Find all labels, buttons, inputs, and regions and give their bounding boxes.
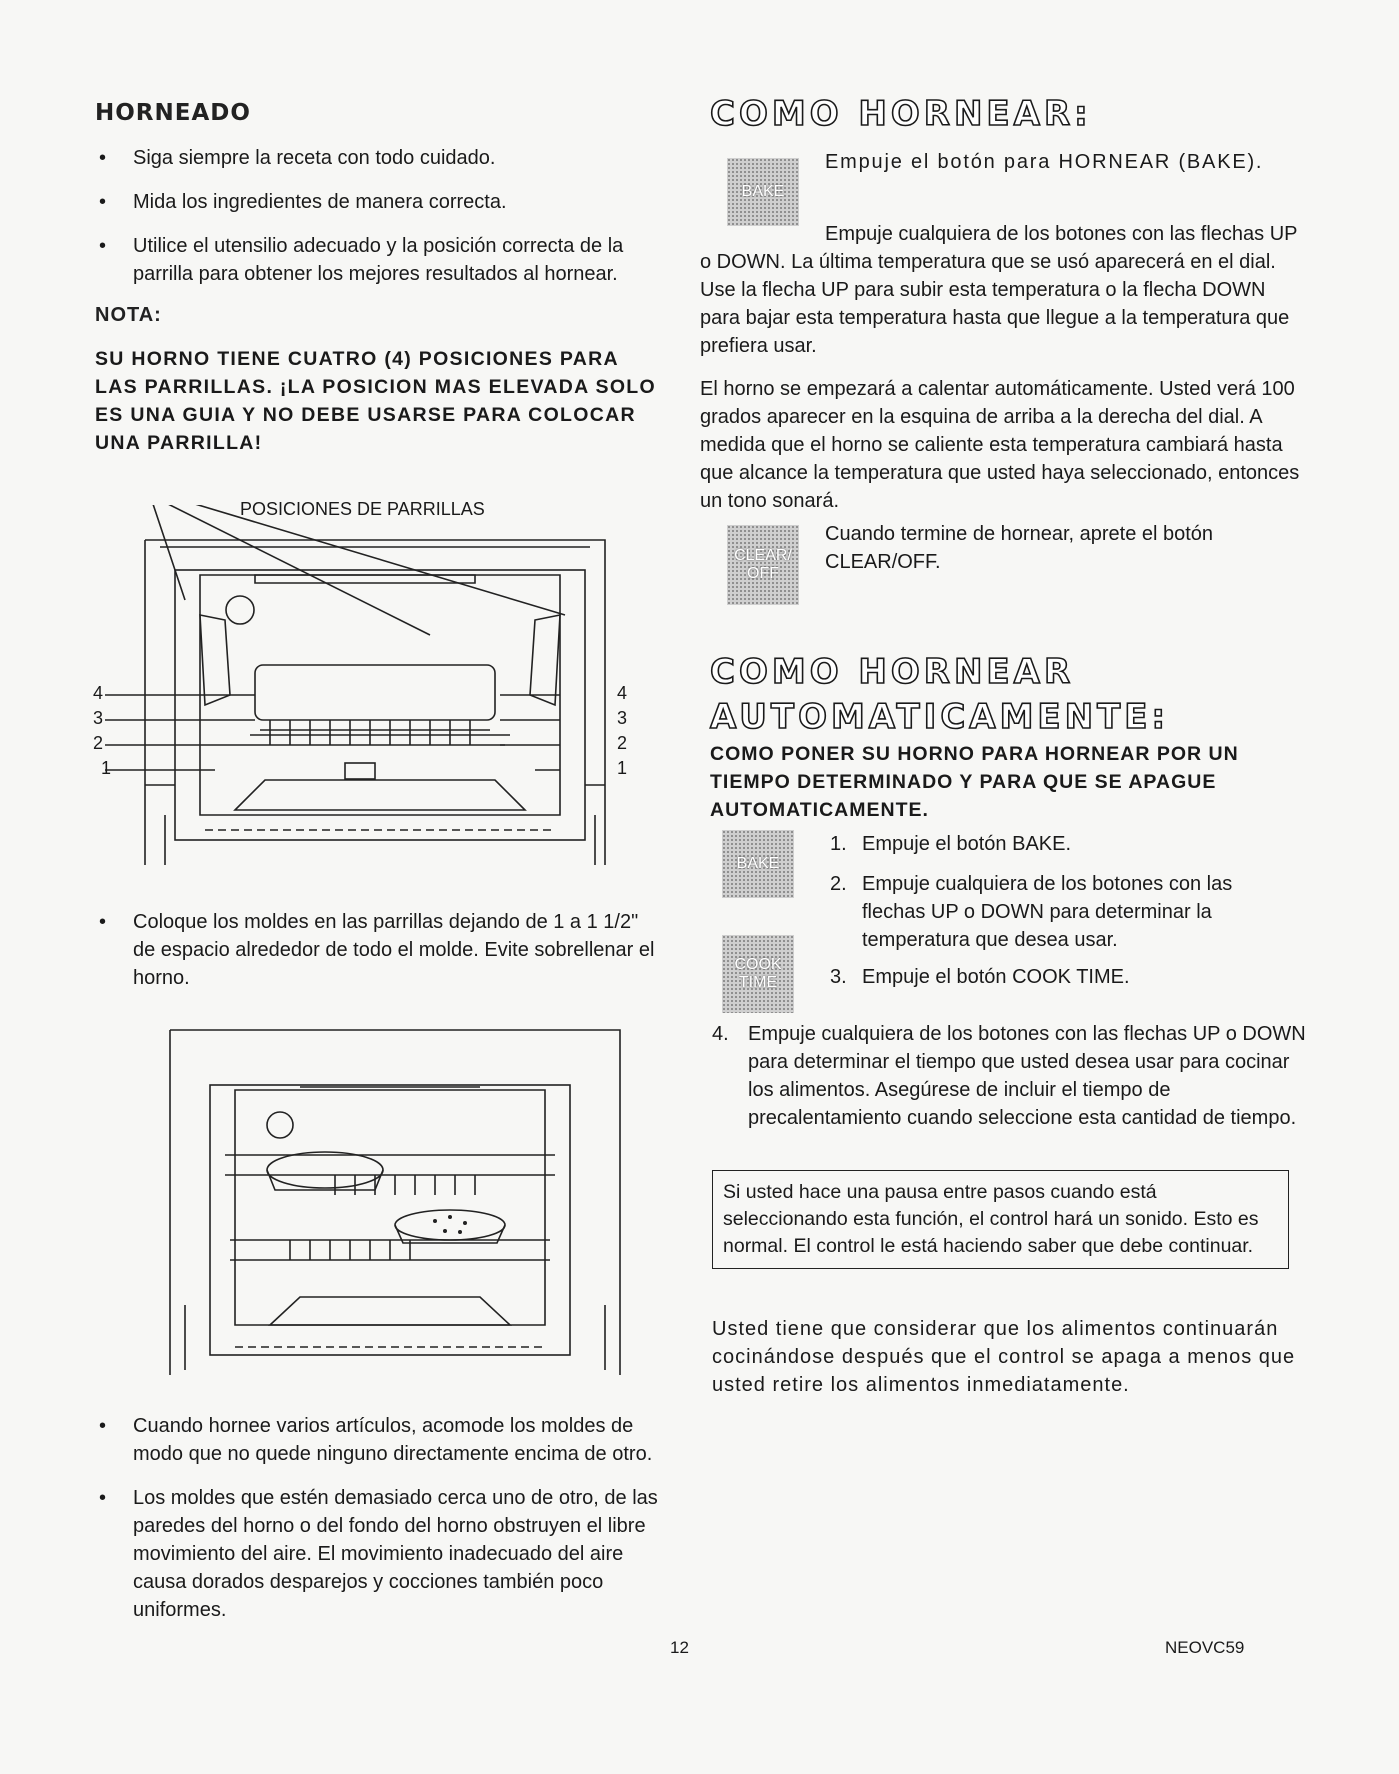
step-1: Empuje el botón para HORNEAR (BAKE). (825, 151, 1264, 173)
rack-number-2: 2 (93, 733, 104, 753)
oven-rack-diagram (105, 505, 628, 880)
rack-number-3: 3 (93, 708, 104, 728)
figure-caption: POSICIONES DE PARRILLAS (240, 499, 485, 519)
rack-number-3-right: 3 (617, 708, 628, 728)
model-number: NEOVC59 (1165, 1638, 1245, 1657)
figure-rack-positions (93, 499, 628, 880)
auto-subheading: COMO PONER SU HORNO PARA HORNEAR POR UN TIEMPO DETERMINADO Y PARA QUE SE APAGUE AUTOMATICAMENTE. (710, 743, 1239, 821)
heading-automaticamente: AUTOMATICAMENTE: (710, 697, 1170, 737)
auto-step-4: 4. Empuje cualquiera de los botones con las flechas UP o DOWN para determinar el tiempo que usted desea usar para cocinar los alimentos. Asegúrese de incluir el tiempo de precalentamiento cuando seleccione esta cantidad de tiempo. (712, 1023, 1306, 1129)
final-paragraph: Usted tiene que considerar que los alimentos continuarán cocinándose después que el control se apaga a menos que usted retire los alimentos inmediatamente. (712, 1318, 1296, 1396)
step-2: Empuje cualquiera de los botones con las flechas UP o DOWN. La última temperatura que se usó aparecerá en el dial. Use la flecha UP para subir esta temperatura o la flecha DOWN para bajar esta temperatura hasta que llegue a la temperatura que prefiera usar. (700, 223, 1298, 357)
note-box: Si usted hace una pausa entre pasos cuando está seleccionando esta función, el control hará un sonido. Esto es normal. El control le está haciendo saber que debe continuar. (712, 1170, 1289, 1269)
bake-pad-image-2: BAKE (722, 830, 794, 898)
auto-step-3: 3. Empuje el botón COOK TIME. (830, 966, 1130, 988)
step-3: Cuando termine de hornear, aprete el botón CLEAR/OFF. (825, 523, 1214, 573)
rack-number-4-right: 4 (617, 683, 628, 703)
cook-time-pad-image: COOK TIME (722, 935, 794, 1013)
list-item: • Mida los ingredientes de manera correcta. (99, 191, 507, 213)
heading-como-hornear: COMO HORNEAR: (710, 94, 1092, 134)
rack-number-1: 1 (101, 758, 112, 778)
left-final-bullets (95, 1412, 660, 1640)
list-item: • Cuando hornee varios artículos, acomode los moldes de modo que no quede ninguno directamente encima de otro. (99, 1415, 653, 1465)
clear-off-pad-image: CLEAR/ OFF (727, 525, 799, 605)
rack-number-2-right: 2 (617, 733, 628, 753)
list-item: • Utilice el utensilio adecuado y la posición correcta de la parrilla para obtener los mejores resultados al hornear. (99, 235, 624, 285)
figure-oven-with-pans (150, 1025, 625, 1380)
list-item: • Coloque los moldes en las parrillas dejando de 1 a 1 1/2" de espacio alrededor de todo el molde. Evite sobrellenar el horno. (99, 911, 655, 989)
list-item: • Los moldes que estén demasiado cerca uno de otro, de las paredes del horno o del fondo del horno obstruyen el libre movimiento del aire. El movimiento inadecuado del aire causa dorados desparejos y cocciones también poco uniformes. (99, 1487, 658, 1621)
left-column (95, 100, 660, 457)
rack-number-4: 4 (93, 683, 104, 703)
nota-label: NOTA: (95, 304, 162, 326)
rack-number-1-right: 1 (617, 758, 628, 778)
section-heading-horneado: HORNEADO (95, 100, 251, 126)
page-number: 12 (670, 1638, 689, 1657)
oven-pans-diagram (150, 1025, 625, 1380)
preheat-paragraph: El horno se empezará a calentar automáticamente. Usted verá 100 grados aparecer en la esquina de arriba a la derecha del dial. A medida que el horno se caliente esta temperatura cambiará hasta que alcance la temperatura que usted haya seleccionado, entonces un tono sonará. (700, 378, 1300, 512)
left-bullet-after-figure (95, 908, 660, 1008)
bake-pad-image: BAKE (727, 158, 799, 226)
tips-list (95, 144, 660, 288)
auto-step-1: 1. Empuje el botón BAKE. (830, 833, 1072, 855)
heading-como-hornear-auto: COMO HORNEAR (710, 652, 1075, 692)
rack-warning: SU HORNO TIENE CUATRO (4) POSICIONES PARA LAS PARRILLAS. ¡LA POSICION MAS ELEVADA SOLO ES UNA GUIA Y NO DEBE USARSE PARA COLOCAR UNA PARRILLA! (95, 348, 656, 454)
auto-step-2: 2. Empuje cualquiera de los botones con las flechas UP o DOWN para determinar la temperatura que desea usar. (830, 873, 1233, 951)
list-item: • Siga siempre la receta con todo cuidado. (99, 147, 496, 169)
